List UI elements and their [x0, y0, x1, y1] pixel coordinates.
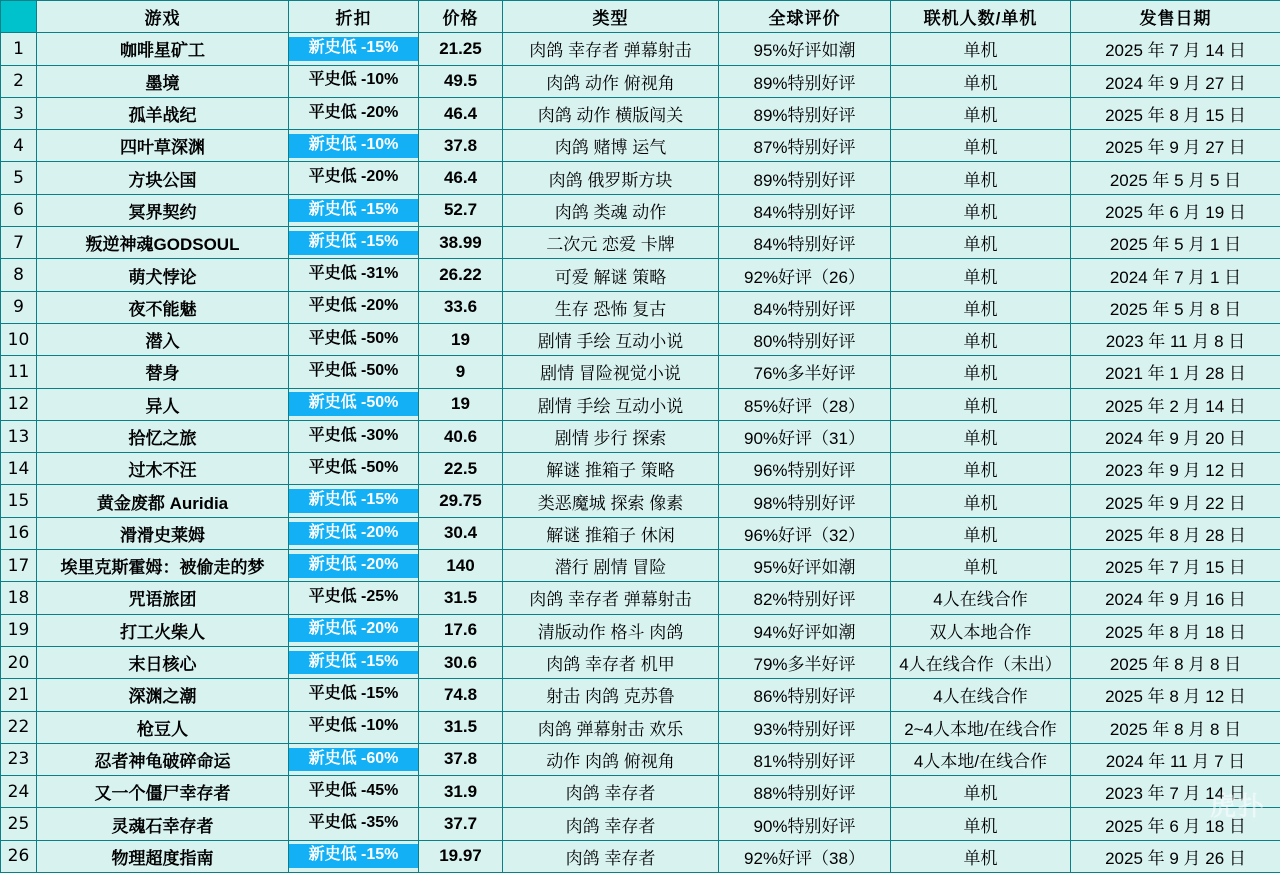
players-value: 单机: [891, 65, 1071, 97]
discount-badge-match-low: 平史低 -10%: [303, 715, 405, 739]
discount-badge-new-low: 新史低 -15%: [289, 844, 418, 868]
genre-tags: 剧情 手绘 互动小说: [503, 388, 719, 420]
discount-badge-match-low: 平史低 -35%: [303, 812, 405, 836]
discount-cell: [289, 517, 419, 549]
table-row: [1, 194, 1280, 226]
release-date: 2021 年 1 月 28 日: [1071, 356, 1280, 388]
row-index: 8: [1, 259, 37, 291]
row-index: 11: [1, 356, 37, 388]
genre-tags: 肉鸽 幸存者: [503, 808, 719, 840]
release-date: 2025 年 8 月 8 日: [1071, 646, 1280, 678]
rating-value: 89%特别好评: [719, 65, 891, 97]
players-value: 4人本地/在线合作: [891, 743, 1071, 775]
discount-cell: [289, 65, 419, 97]
row-index: 4: [1, 130, 37, 162]
rating-value: 95%好评如潮: [719, 550, 891, 582]
discount-cell: [289, 291, 419, 323]
discount-badge-new-low: 新史低 -10%: [289, 134, 418, 158]
genre-tags: 肉鸽 俄罗斯方块: [503, 162, 719, 194]
row-index: 26: [1, 840, 37, 872]
column-header-date: 发售日期: [1071, 1, 1280, 33]
price-value: 31.5: [419, 711, 503, 743]
genre-tags: 生存 恐怖 复古: [503, 291, 719, 323]
discount-cell: [289, 646, 419, 678]
table-row: [1, 291, 1280, 323]
release-date: 2024 年 9 月 20 日: [1071, 420, 1280, 452]
discount-badge-match-low: 平史低 -15%: [303, 683, 405, 707]
table-row: [1, 259, 1280, 291]
genre-tags: 肉鸽 动作 俯视角: [503, 65, 719, 97]
row-index: 25: [1, 808, 37, 840]
price-value: 38.99: [419, 227, 503, 259]
row-index: 17: [1, 550, 37, 582]
discount-cell: [289, 356, 419, 388]
rating-value: 93%特别好评: [719, 711, 891, 743]
price-value: 30.6: [419, 646, 503, 678]
genre-tags: 解谜 推箱子 策略: [503, 453, 719, 485]
column-header-index: [1, 1, 37, 33]
row-index: 16: [1, 517, 37, 549]
row-index: 5: [1, 162, 37, 194]
price-value: 37.8: [419, 130, 503, 162]
players-value: 单机: [891, 323, 1071, 355]
row-index: 15: [1, 485, 37, 517]
table-row: [1, 550, 1280, 582]
rating-value: 87%特别好评: [719, 130, 891, 162]
release-date: 2025 年 5 月 1 日: [1071, 227, 1280, 259]
discount-badge-new-low: 新史低 -15%: [289, 489, 418, 513]
release-date: 2025 年 6 月 18 日: [1071, 808, 1280, 840]
game-name: 叛逆神魂GODSOUL: [37, 227, 289, 259]
game-name: 又一个僵尸幸存者: [37, 776, 289, 808]
players-value: 单机: [891, 776, 1071, 808]
discount-cell: [289, 388, 419, 420]
column-header-discount: 折扣: [289, 1, 419, 33]
price-value: 52.7: [419, 194, 503, 226]
discount-badge-match-low: 平史低 -20%: [303, 295, 405, 319]
players-value: 单机: [891, 840, 1071, 872]
table-row: [1, 356, 1280, 388]
discount-badge-match-low: 平史低 -20%: [303, 166, 405, 190]
release-date: 2025 年 9 月 26 日: [1071, 840, 1280, 872]
table-row: [1, 420, 1280, 452]
game-name: 拾忆之旅: [37, 420, 289, 452]
price-value: 22.5: [419, 453, 503, 485]
rating-value: 98%特别好评: [719, 485, 891, 517]
rating-value: 94%好评如潮: [719, 614, 891, 646]
game-name: 末日核心: [37, 646, 289, 678]
row-index: 24: [1, 776, 37, 808]
players-value: 4人在线合作: [891, 582, 1071, 614]
table-row: [1, 776, 1280, 808]
table-row: [1, 130, 1280, 162]
game-name: 潜入: [37, 323, 289, 355]
players-value: 单机: [891, 388, 1071, 420]
row-index: 21: [1, 679, 37, 711]
players-value: 4人在线合作（未出）: [891, 646, 1071, 678]
genre-tags: 剧情 冒险视觉小说: [503, 356, 719, 388]
genre-tags: 射击 肉鸽 克苏鲁: [503, 679, 719, 711]
rating-value: 90%特别好评: [719, 808, 891, 840]
game-name: 黄金废都 Auridia: [37, 485, 289, 517]
table-row: [1, 646, 1280, 678]
game-name: 滑滑史莱姆: [37, 517, 289, 549]
row-index: 19: [1, 614, 37, 646]
rating-value: 92%好评（26）: [719, 259, 891, 291]
release-date: 2023 年 11 月 8 日: [1071, 323, 1280, 355]
price-value: 37.7: [419, 808, 503, 840]
players-value: 单机: [891, 162, 1071, 194]
game-name: 墨境: [37, 65, 289, 97]
discount-cell: [289, 743, 419, 775]
table-row: [1, 162, 1280, 194]
table-row: [1, 743, 1280, 775]
genre-tags: 肉鸽 幸存者: [503, 776, 719, 808]
genre-tags: 剧情 手绘 互动小说: [503, 323, 719, 355]
row-index: 22: [1, 711, 37, 743]
row-index: 9: [1, 291, 37, 323]
table-row: [1, 517, 1280, 549]
game-name: 异人: [37, 388, 289, 420]
price-value: 46.4: [419, 162, 503, 194]
players-value: 单机: [891, 356, 1071, 388]
row-index: 20: [1, 646, 37, 678]
discount-badge-new-low: 新史低 -15%: [289, 231, 418, 255]
discount-badge-match-low: 平史低 -31%: [303, 263, 405, 287]
price-value: 9: [419, 356, 503, 388]
game-name: 打工火柴人: [37, 614, 289, 646]
discount-cell: [289, 420, 419, 452]
genre-tags: 肉鸽 幸存者 弹幕射击: [503, 33, 719, 65]
column-header-price: 价格: [419, 1, 503, 33]
discount-cell: [289, 840, 419, 872]
game-name: 孤羊战纪: [37, 97, 289, 129]
release-date: 2025 年 8 月 18 日: [1071, 614, 1280, 646]
discount-cell: [289, 130, 419, 162]
genre-tags: 肉鸽 幸存者 弹幕射击: [503, 582, 719, 614]
table-row: [1, 227, 1280, 259]
players-value: 单机: [891, 130, 1071, 162]
players-value: 双人本地合作: [891, 614, 1071, 646]
row-index: 18: [1, 582, 37, 614]
discount-cell: [289, 679, 419, 711]
players-value: 单机: [891, 517, 1071, 549]
game-name: 物理超度指南: [37, 840, 289, 872]
discount-badge-new-low: 新史低 -20%: [289, 618, 418, 642]
table-row: [1, 323, 1280, 355]
discount-cell: [289, 33, 419, 65]
game-name: 替身: [37, 356, 289, 388]
table-row: [1, 679, 1280, 711]
game-name: 埃里克斯霍姆：被偷走的梦: [37, 550, 289, 582]
genre-tags: 肉鸽 幸存者 机甲: [503, 646, 719, 678]
players-value: 单机: [891, 227, 1071, 259]
players-value: 4人在线合作: [891, 679, 1071, 711]
release-date: 2025 年 8 月 15 日: [1071, 97, 1280, 129]
players-value: 单机: [891, 97, 1071, 129]
rating-value: 84%特别好评: [719, 194, 891, 226]
table-row: [1, 614, 1280, 646]
game-name: 冥界契约: [37, 194, 289, 226]
row-index: 10: [1, 323, 37, 355]
game-name: 咖啡星矿工: [37, 33, 289, 65]
genre-tags: 动作 肉鸽 俯视角: [503, 743, 719, 775]
players-value: 单机: [891, 33, 1071, 65]
genre-tags: 肉鸽 幸存者: [503, 840, 719, 872]
price-value: 19: [419, 323, 503, 355]
row-index: 23: [1, 743, 37, 775]
rating-value: 88%特别好评: [719, 776, 891, 808]
rating-value: 95%好评如潮: [719, 33, 891, 65]
discount-cell: [289, 550, 419, 582]
rating-value: 82%特别好评: [719, 582, 891, 614]
rating-value: 96%特别好评: [719, 453, 891, 485]
discount-badge-new-low: 新史低 -50%: [289, 392, 418, 416]
row-index: 1: [1, 33, 37, 65]
genre-tags: 肉鸽 类魂 动作: [503, 194, 719, 226]
discount-badge-match-low: 平史低 -50%: [303, 360, 405, 384]
table-row: [1, 33, 1280, 65]
column-header-genre: 类型: [503, 1, 719, 33]
row-index: 12: [1, 388, 37, 420]
discount-badge-match-low: 平史低 -25%: [303, 586, 405, 610]
players-value: 单机: [891, 453, 1071, 485]
row-index: 7: [1, 227, 37, 259]
genre-tags: 可爱 解谜 策略: [503, 259, 719, 291]
price-value: 19.97: [419, 840, 503, 872]
discount-badge-new-low: 新史低 -15%: [289, 651, 418, 675]
genre-tags: 潜行 剧情 冒险: [503, 550, 719, 582]
release-date: 2024 年 9 月 16 日: [1071, 582, 1280, 614]
release-date: 2025 年 2 月 14 日: [1071, 388, 1280, 420]
discount-cell: [289, 582, 419, 614]
game-name: 四叶草深渊: [37, 130, 289, 162]
release-date: 2025 年 8 月 8 日: [1071, 711, 1280, 743]
discount-cell: [289, 259, 419, 291]
rating-value: 96%好评（32）: [719, 517, 891, 549]
price-value: 37.8: [419, 743, 503, 775]
rating-value: 80%特别好评: [719, 323, 891, 355]
table-row: [1, 453, 1280, 485]
column-header-rating: 全球评价: [719, 1, 891, 33]
row-index: 13: [1, 420, 37, 452]
release-date: 2024 年 11 月 7 日: [1071, 743, 1280, 775]
table-row: [1, 388, 1280, 420]
discount-badge-new-low: 新史低 -60%: [289, 748, 418, 772]
discount-cell: [289, 194, 419, 226]
release-date: 2024 年 9 月 27 日: [1071, 65, 1280, 97]
table-row: [1, 582, 1280, 614]
discount-badge-match-low: 平史低 -50%: [303, 457, 405, 481]
row-index: 3: [1, 97, 37, 129]
release-date: 2023 年 7 月 14 日: [1071, 776, 1280, 808]
discount-cell: [289, 97, 419, 129]
discount-badge-match-low: 平史低 -45%: [303, 780, 405, 804]
discount-cell: [289, 323, 419, 355]
players-value: 单机: [891, 485, 1071, 517]
table-row: [1, 97, 1280, 129]
rating-value: 84%特别好评: [719, 291, 891, 323]
game-name: 萌犬悖论: [37, 259, 289, 291]
rating-value: 92%好评（38）: [719, 840, 891, 872]
release-date: 2023 年 9 月 12 日: [1071, 453, 1280, 485]
table-row: [1, 65, 1280, 97]
header-row: [1, 1, 1280, 33]
rating-value: 89%特别好评: [719, 162, 891, 194]
game-name: 忍者神龟破碎命运: [37, 743, 289, 775]
players-value: 2~4人本地/在线合作: [891, 711, 1071, 743]
players-value: 单机: [891, 291, 1071, 323]
rating-value: 86%特别好评: [719, 679, 891, 711]
discount-cell: [289, 162, 419, 194]
price-value: 140: [419, 550, 503, 582]
game-name: 枪豆人: [37, 711, 289, 743]
discount-cell: [289, 776, 419, 808]
game-name: 过木不汪: [37, 453, 289, 485]
players-value: 单机: [891, 808, 1071, 840]
game-name: 灵魂石幸存者: [37, 808, 289, 840]
price-value: 30.4: [419, 517, 503, 549]
price-value: 26.22: [419, 259, 503, 291]
genre-tags: 解谜 推箱子 休闲: [503, 517, 719, 549]
price-value: 46.4: [419, 97, 503, 129]
price-value: 31.5: [419, 582, 503, 614]
rating-value: 84%特别好评: [719, 227, 891, 259]
price-value: 19: [419, 388, 503, 420]
price-value: 40.6: [419, 420, 503, 452]
rating-value: 81%特别好评: [719, 743, 891, 775]
game-name: 夜不能魅: [37, 291, 289, 323]
rating-value: 79%多半好评: [719, 646, 891, 678]
release-date: 2025 年 5 月 5 日: [1071, 162, 1280, 194]
genre-tags: 肉鸽 赌博 运气: [503, 130, 719, 162]
genre-tags: 二次元 恋爱 卡牌: [503, 227, 719, 259]
discount-cell: [289, 227, 419, 259]
price-value: 74.8: [419, 679, 503, 711]
price-value: 33.6: [419, 291, 503, 323]
row-index: 6: [1, 194, 37, 226]
table-body: [1, 33, 1280, 873]
table-head: [1, 1, 1280, 33]
discount-cell: [289, 711, 419, 743]
price-value: 21.25: [419, 33, 503, 65]
discount-badge-new-low: 新史低 -20%: [289, 522, 418, 546]
discount-badge-new-low: 新史低 -15%: [289, 199, 418, 223]
game-name: 咒语旅团: [37, 582, 289, 614]
discount-badge-match-low: 平史低 -30%: [303, 425, 405, 449]
genre-tags: 肉鸽 动作 横版闯关: [503, 97, 719, 129]
genre-tags: 肉鸽 弹幕射击 欢乐: [503, 711, 719, 743]
rating-value: 76%多半好评: [719, 356, 891, 388]
release-date: 2025 年 8 月 28 日: [1071, 517, 1280, 549]
discount-badge-new-low: 新史低 -20%: [289, 554, 418, 578]
release-date: 2025 年 7 月 15 日: [1071, 550, 1280, 582]
table-row: [1, 485, 1280, 517]
game-name: 深渊之潮: [37, 679, 289, 711]
genre-tags: 清版动作 格斗 肉鸽: [503, 614, 719, 646]
price-value: 29.75: [419, 485, 503, 517]
row-index: 2: [1, 65, 37, 97]
players-value: 单机: [891, 550, 1071, 582]
discount-cell: [289, 808, 419, 840]
release-date: 2025 年 5 月 8 日: [1071, 291, 1280, 323]
discount-badge-new-low: 新史低 -15%: [289, 37, 418, 61]
discount-cell: [289, 453, 419, 485]
price-value: 49.5: [419, 65, 503, 97]
column-header-name: 游戏: [37, 1, 289, 33]
game-name: 方块公国: [37, 162, 289, 194]
table-row: [1, 808, 1280, 840]
players-value: 单机: [891, 420, 1071, 452]
discount-badge-match-low: 平史低 -50%: [303, 328, 405, 352]
discount-cell: [289, 614, 419, 646]
table-row: [1, 711, 1280, 743]
watermark: 虎扑: [1210, 786, 1266, 823]
column-header-players: 联机人数/单机: [891, 1, 1071, 33]
release-date: 2025 年 6 月 19 日: [1071, 194, 1280, 226]
row-index: 14: [1, 453, 37, 485]
release-date: 2025 年 7 月 14 日: [1071, 33, 1280, 65]
table-row: [1, 840, 1280, 872]
players-value: 单机: [891, 259, 1071, 291]
rating-value: 90%好评（31）: [719, 420, 891, 452]
rating-value: 85%好评（28）: [719, 388, 891, 420]
discount-badge-match-low: 平史低 -20%: [303, 102, 405, 126]
genre-tags: 类恶魔城 探索 像素: [503, 485, 719, 517]
release-date: 2024 年 7 月 1 日: [1071, 259, 1280, 291]
discount-badge-match-low: 平史低 -10%: [303, 69, 405, 93]
release-date: 2025 年 8 月 12 日: [1071, 679, 1280, 711]
release-date: 2025 年 9 月 22 日: [1071, 485, 1280, 517]
release-date: 2025 年 9 月 27 日: [1071, 130, 1280, 162]
players-value: 单机: [891, 194, 1071, 226]
genre-tags: 剧情 步行 探索: [503, 420, 719, 452]
price-value: 31.9: [419, 776, 503, 808]
price-value: 17.6: [419, 614, 503, 646]
rating-value: 89%特别好评: [719, 97, 891, 129]
discount-cell: [289, 485, 419, 517]
